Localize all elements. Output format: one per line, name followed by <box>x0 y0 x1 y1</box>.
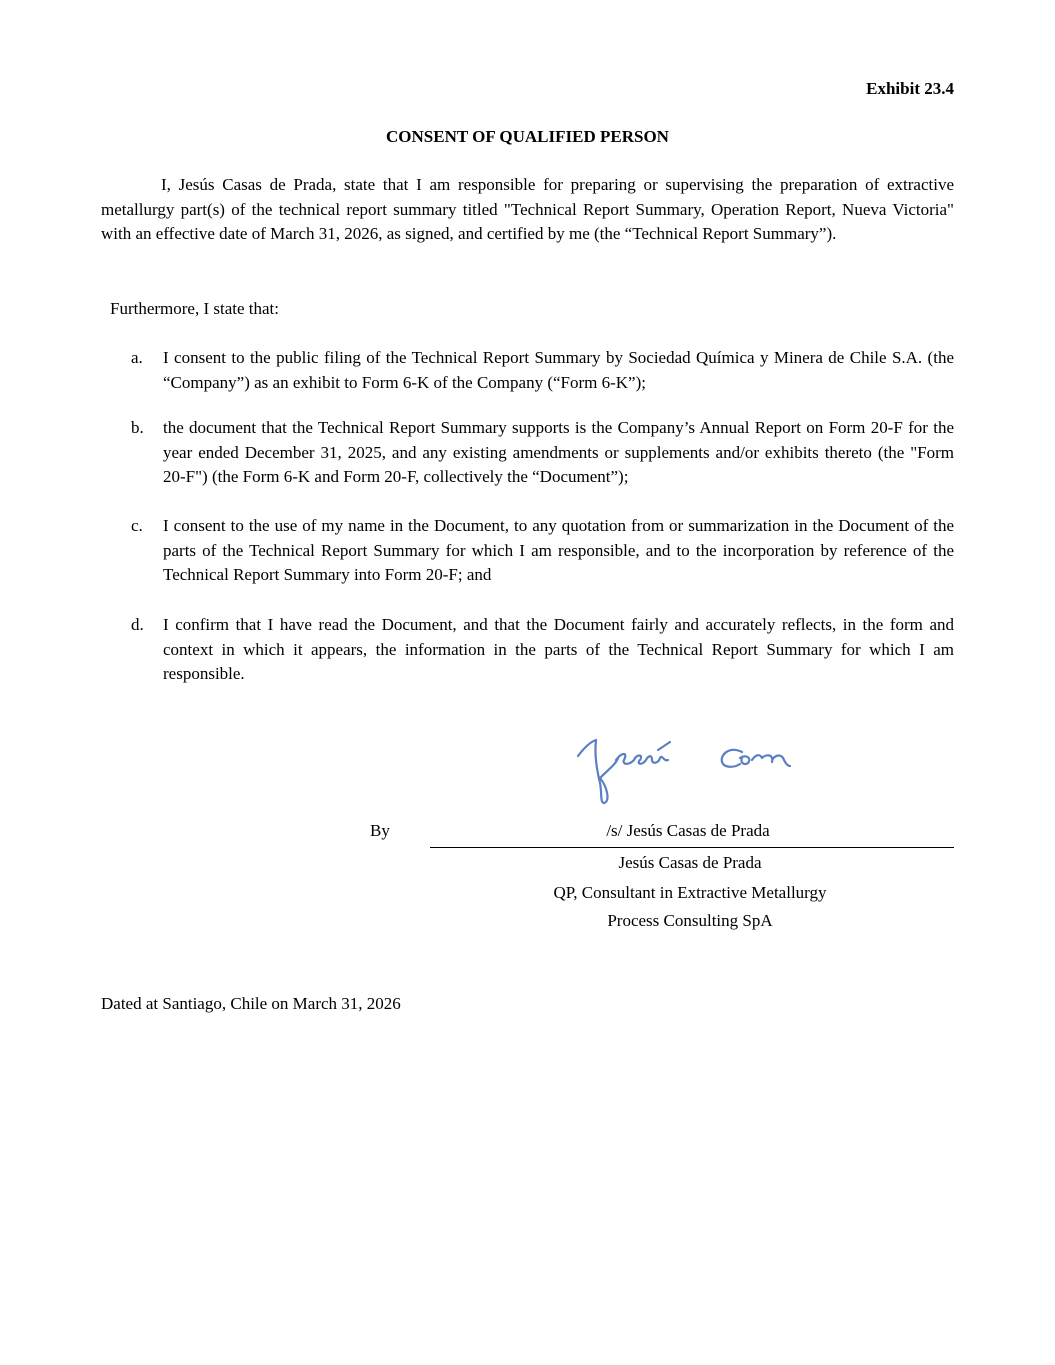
exhibit-number: Exhibit 23.4 <box>866 79 954 98</box>
list-item-text: I consent to the use of my name in the Document, to any quotation from or summarization in the Document of the parts of the Technical Report Summary for which I am responsible, and to the incorporation by reference of the Technical Report Summary into Form 20-F; and <box>163 516 954 584</box>
list-item-text: the document that the Technical Report Summary supports is the Company’s Annual Report on Form 20-F for the year ended December 31, 2025, and any existing amendments or supplements and/or exhibits thereto (the "Form 20-F") (the Form 6-K and Form 20-F, collectively the “Document”); <box>163 418 954 486</box>
dated-line: Dated at Santiago, Chile on March 31, 2026 <box>101 994 401 1013</box>
list-item-label: a. <box>131 348 143 367</box>
signatory-role: QP, Consultant in Extractive Metallurgy <box>553 883 827 902</box>
intro-text: I, Jesús Casas de Prada, state that I am responsible for preparing or supervising the preparation of extractive metallurgy part(s) of the technical report summary titled "Technical Report Summary, Operation Report, Nueva Victoria" with an effective date of March 31, 2026, as signed, and certified by me (the “Technical Report Summary”). <box>101 175 954 243</box>
list-item-text: I consent to the public filing of the Technical Report Summary by Sociedad Química y Minera de Chile S.A. (the “Company”) as an exhibit to Form 6-K of the Company (“Form 6-K”); <box>163 348 954 392</box>
furthermore-text: Furthermore, I state that: <box>110 299 280 318</box>
intro-paragraph <box>101 173 954 247</box>
signature-line <box>430 847 954 848</box>
list-item <box>131 416 954 490</box>
by-label: By <box>370 821 390 840</box>
list-item <box>131 514 954 588</box>
list-item-text: I confirm that I have read the Document, and that the Document fairly and accurately reflects, in the form and context in which it appears, the information in the parts of the Technical Report Summary for which I am responsible. <box>163 615 954 683</box>
list-item-label: b. <box>131 418 144 437</box>
list-item <box>131 613 954 687</box>
list-item-label: d. <box>131 615 144 634</box>
signatory-name: Jesús Casas de Prada <box>618 853 762 872</box>
list-item <box>131 346 954 395</box>
list-item-label: c. <box>131 516 143 535</box>
document-title: CONSENT OF QUALIFIED PERSON <box>386 127 669 146</box>
handwritten-signature <box>570 728 800 813</box>
signatory-company: Process Consulting SpA <box>607 911 773 930</box>
signed-name: /s/ Jesús Casas de Prada <box>606 821 770 840</box>
